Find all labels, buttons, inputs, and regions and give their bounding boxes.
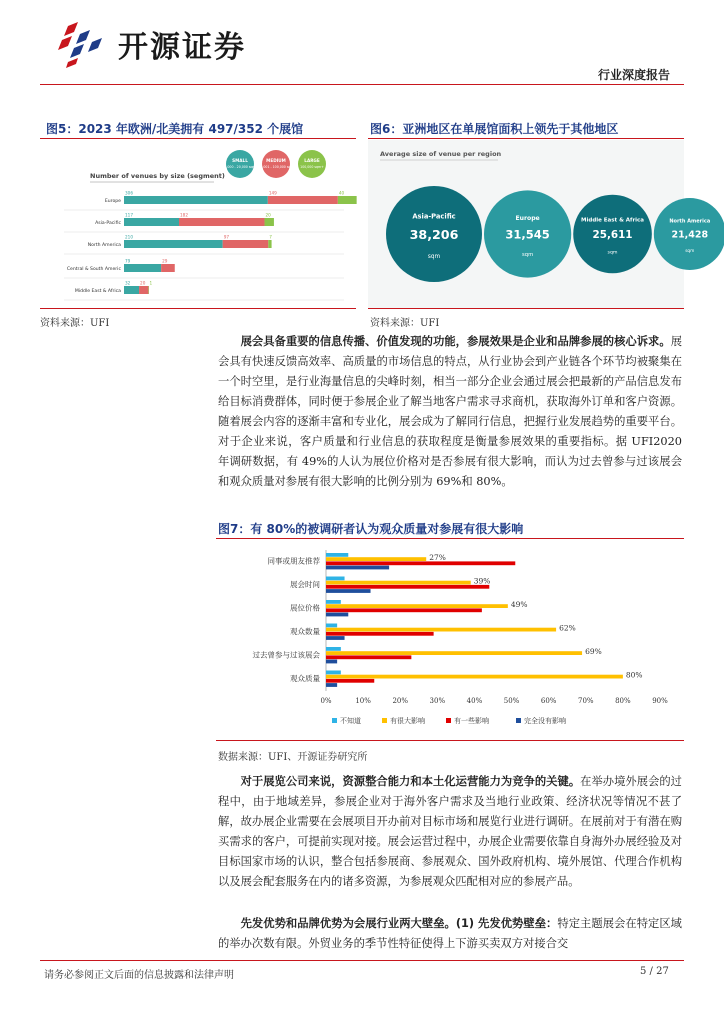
fig6-unit-label: sqm xyxy=(522,251,534,258)
fig5-value-label: 149 xyxy=(268,190,277,196)
fig5-legend-label: MEDIUM xyxy=(266,158,286,163)
fig7-category-label: 过去曾参与过该展会 xyxy=(252,650,320,660)
fig6-unit-label: sqm xyxy=(685,248,695,254)
fig7-legend-label: 有很大影响 xyxy=(390,717,425,725)
fig7-bar xyxy=(326,671,341,675)
paragraph-lead: 对于展览公司来说，资源整合能力和本土化运营能力为竞争的关键。 xyxy=(240,775,581,788)
fig6-bottom-rule xyxy=(368,308,684,309)
fig7-legend-swatch xyxy=(382,718,387,723)
fig7-title-rule xyxy=(216,538,684,539)
fig6-region-name: Asia-Pacific xyxy=(412,212,456,221)
paragraph-lead: 先发优势和品牌优势为会展行业两大壁垒。 xyxy=(240,917,456,930)
fig5-bar-segment xyxy=(223,240,269,248)
fig7-bar xyxy=(326,553,348,557)
fig7-bar xyxy=(326,600,341,604)
fig5-legend-sub: 20,001 - 100,000 sqm xyxy=(258,165,294,169)
fig5-value-label: 182 xyxy=(179,212,188,218)
fig7-title: 图7：有 80%的被调研者认为观众质量对参展有很大影响 xyxy=(218,522,524,536)
fig7-bar xyxy=(326,632,434,636)
company-logo xyxy=(58,18,118,68)
fig7-category-label: 观众质量 xyxy=(290,673,320,683)
fig5-legend-dot-large xyxy=(298,150,326,178)
fig7-bar xyxy=(326,636,345,640)
fig7-x-tick-label: 40% xyxy=(466,697,483,705)
fig5-bar-segment xyxy=(265,218,274,226)
fig5-value-label: 40 xyxy=(338,190,345,196)
fig5-legend-sub: 100,000 sqm+ xyxy=(300,165,324,169)
fig5-value-label: 117 xyxy=(125,212,133,218)
fig5-category-label: Middle East & Africa xyxy=(74,289,121,294)
fig7-bar xyxy=(326,585,489,589)
fig5-category-label: Central & South Americ xyxy=(66,267,121,272)
fig7-bar xyxy=(326,608,482,612)
fig7-bar xyxy=(326,679,374,683)
paragraph-body: 在举办境外展会的过程中，由于地域差异，参展企业对于海外客户需求及当地行业政策、经济状况等情况不甚了解，故办展企业需要在会展项目开办前对目标市场和展览行业进行调研。在展前对于有潜在购买需求的客户，可提前实现对接。展会运营过程中，办展企业需要依靠自身海外办展经验及对目标国家市场的认识，整合包括参展商、参展观众、国外政府机构、境外展馆、代理合作机构以及展会配套服务在内的诸多资源，为参展观众匹配相对应的参展产品。 xyxy=(218,775,682,888)
fig7-bar xyxy=(326,557,426,561)
fig5-legend-dot-medium xyxy=(262,150,290,178)
fig5-category-label: Europe xyxy=(104,199,121,204)
paragraph-barriers xyxy=(218,914,682,954)
fig5-category-label: North America xyxy=(87,243,121,248)
fig5-chart-title: Number of venues by size (segment) xyxy=(90,172,225,180)
fig5-legend-dot-small xyxy=(226,150,254,178)
company-name: 开源证券 xyxy=(118,30,246,65)
fig6-title: 图6：亚洲地区在单展馆面积上领先于其他地区 xyxy=(370,122,619,136)
fig5-title: 图5：2023 年欧洲/北美拥有 497/352 个展馆 xyxy=(46,122,304,136)
fig7-x-tick-label: 10% xyxy=(355,697,371,705)
fig5-bar-segment xyxy=(338,196,357,204)
report-type: 行业深度报告 xyxy=(598,68,671,82)
page-number: 5 / 27 xyxy=(640,966,669,977)
fig7-legend-label: 完全没有影响 xyxy=(524,717,566,725)
fig6-unit-label: sqm xyxy=(607,250,618,256)
fig7-category-label: 展会时间 xyxy=(290,579,320,589)
footer-disclaimer: 请务必参阅正文后面的信息披露和法律声明 xyxy=(44,970,234,981)
fig7-legend-swatch xyxy=(446,718,451,723)
fig5-value-label: 79 xyxy=(125,258,131,264)
fig6-region-name: North America xyxy=(669,218,711,225)
fig5-value-label: 20 xyxy=(265,212,271,218)
fig5-bar-segment xyxy=(161,264,175,272)
fig6-region-value: 25,611 xyxy=(592,228,633,241)
fig6-region-value: 21,428 xyxy=(671,229,709,241)
fig7-bar xyxy=(326,647,341,651)
fig7-bar xyxy=(326,675,623,679)
fig5-value-label: 97 xyxy=(223,234,230,240)
fig7-value-label: 27% xyxy=(429,553,446,563)
fig7-bar xyxy=(326,683,337,687)
fig7-value-label: 80% xyxy=(625,670,643,680)
fig6-region-name: Europe xyxy=(515,215,540,223)
fig7-bar xyxy=(326,561,515,565)
fig5-bar-segment xyxy=(124,240,223,248)
fig5-value-label: 210 xyxy=(125,234,133,240)
fig7-x-tick-label: 0% xyxy=(320,697,332,705)
fig7-bar xyxy=(326,589,371,593)
fig7-value-label: 69% xyxy=(585,647,602,657)
fig7-x-tick-label: 50% xyxy=(503,697,520,705)
fig7-x-tick-label: 90% xyxy=(652,697,668,705)
fig7-category-label: 观众数量 xyxy=(290,626,320,636)
fig5-bar-segment xyxy=(124,286,139,294)
fig5-bar-segment xyxy=(124,218,179,226)
fig5-value-label: 7 xyxy=(269,234,272,240)
fig7-chart xyxy=(216,542,684,738)
fig5-bar-segment xyxy=(139,286,148,294)
fig7-legend-swatch xyxy=(332,718,337,723)
fig5-legend-label: SMALL xyxy=(232,158,248,163)
fig7-bar xyxy=(326,655,411,659)
fig7-legend-label: 不知道 xyxy=(340,717,361,725)
fig5-value-label: 32 xyxy=(125,280,131,286)
paragraph-competition xyxy=(218,772,682,892)
fig7-bar xyxy=(326,651,582,655)
fig6-source: 资料来源：UFI xyxy=(370,318,440,329)
fig5-bar-segment xyxy=(179,218,265,226)
footer-rule xyxy=(40,960,684,961)
fig5-value-label: 1 xyxy=(149,280,153,286)
fig7-source: 数据来源：UFI、开源证券研究所 xyxy=(218,752,368,763)
fig7-bar xyxy=(326,581,471,585)
fig5-legend-label: LARGE xyxy=(304,158,320,163)
paragraph-body: 展会具有快速反馈高效率、高质量的市场信息的特点，从行业协会到产业链各个环节均被聚集在一个时空里，是行业海量信息的尖峰时刻，相当一部分企业会通过展会把最新的产品信息发布给目标消费群体，同时便于参展企业了解当地客户需求寻求商机，获取海外订单和客户资源。随着展会内容的逐渐丰富和专业化，展会成为了解同行信息，把握行业发展趋势的重要平台。对于企业来说，客户质量和行业信息的获取程度是衡量参展效果的重要指标。据 UFI2020 年调研数据，有 49%的人认为展位价格对是否参展有很大影响，而认为过去曾参与过该展会和观众质量对参展有很大影响的比例分别为 69%和 80%。 xyxy=(218,335,682,488)
fig5-bar-segment xyxy=(124,264,161,272)
paragraph-body: 特定主题展会在特定区域的举办次数有限。外贸业务的季节性特征使得上下游买卖双方对接合交 xyxy=(218,917,682,950)
fig5-bottom-rule xyxy=(40,308,356,309)
fig6-chart-title: Average size of venue per region xyxy=(380,150,502,158)
fig7-bar xyxy=(326,628,556,632)
fig7-bar xyxy=(326,604,508,608)
fig5-bar-segment xyxy=(124,196,268,204)
fig7-x-tick-label: 70% xyxy=(577,697,594,705)
fig7-bar xyxy=(326,613,348,617)
fig6-title-rule xyxy=(368,138,684,139)
fig7-x-tick-label: 30% xyxy=(429,697,446,705)
header-rule xyxy=(40,84,684,85)
fig5-bar-segment xyxy=(268,196,338,204)
fig7-legend-label: 有一些影响 xyxy=(454,717,489,725)
fig5-chart xyxy=(44,146,358,306)
fig7-value-label: 39% xyxy=(473,576,491,586)
fig7-legend-swatch xyxy=(516,718,521,723)
fig5-value-label: 306 xyxy=(125,190,133,196)
fig7-bar xyxy=(326,660,337,664)
fig5-legend-sub: 5,000 - 20,000 sqm xyxy=(224,165,256,169)
fig5-source: 资料来源：UFI xyxy=(40,318,110,329)
paragraph-sublead: (1) 先发优势壁垒： xyxy=(455,917,558,930)
fig6-chart xyxy=(368,140,711,308)
paragraph-lead: 展会具备重要的信息传播、价值发现的功能，参展效果是企业和品牌参展的核心诉求。 xyxy=(240,335,671,348)
fig5-category-label: Asia-Pacific xyxy=(95,221,121,226)
fig7-bar xyxy=(326,624,337,628)
fig7-x-tick-label: 60% xyxy=(540,697,557,705)
fig6-unit-label: sqm xyxy=(427,254,441,260)
fig7-category-label: 展位价格 xyxy=(290,603,320,613)
fig7-x-tick-label: 80% xyxy=(615,697,631,705)
fig6-region-value: 31,545 xyxy=(505,227,550,242)
fig7-bottom-rule xyxy=(216,740,684,741)
fig5-value-label: 20 xyxy=(140,280,146,286)
fig7-value-label: 49% xyxy=(510,600,528,610)
fig7-x-tick-label: 20% xyxy=(392,697,409,705)
fig5-title-rule xyxy=(40,138,356,139)
fig6-region-name: Middle East & Africa xyxy=(581,217,645,224)
fig7-bar xyxy=(326,566,389,570)
fig5-value-label: 29 xyxy=(162,258,168,264)
fig7-category-label: 同事或朋友推荐 xyxy=(267,556,320,566)
fig6-region-value: 38,206 xyxy=(409,226,459,242)
fig5-bar-segment xyxy=(268,240,271,248)
fig7-bar xyxy=(326,577,345,581)
paragraph-exhibition-value xyxy=(218,332,682,492)
fig7-value-label: 62% xyxy=(559,623,576,633)
